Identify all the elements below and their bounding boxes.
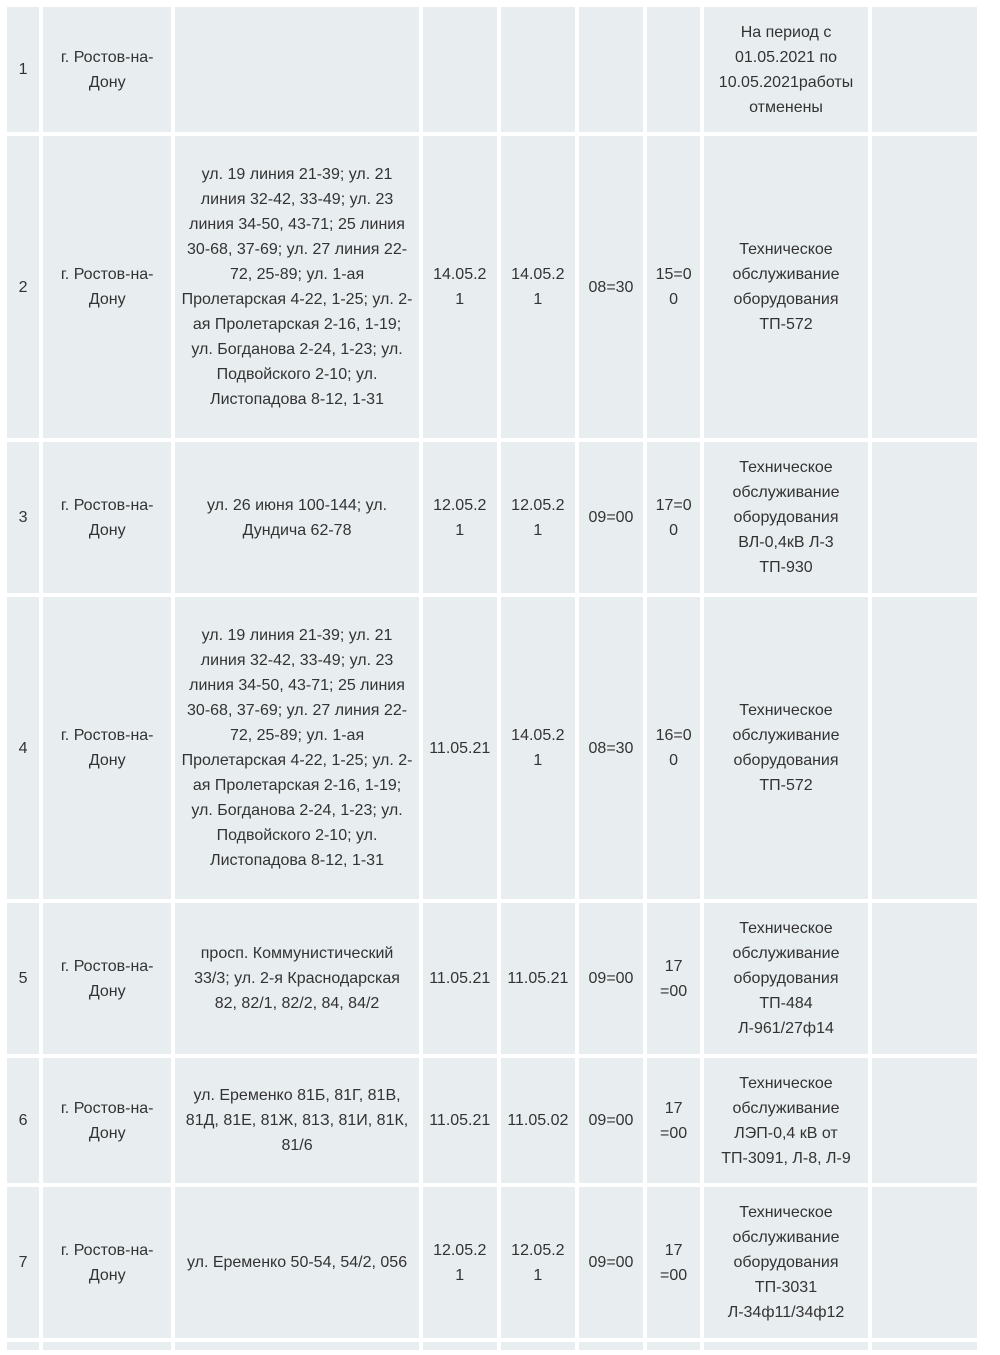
end-time-cell: 17=00 xyxy=(647,442,700,593)
table-row xyxy=(7,442,977,593)
start-date-cell: 12.05.21 xyxy=(423,1187,497,1338)
row-number: 7 xyxy=(7,1187,39,1338)
end-time-cell: 16=00 xyxy=(647,597,700,899)
note-cell xyxy=(872,136,977,438)
end-time-cell: 17 =00 xyxy=(647,1187,700,1338)
address-cell xyxy=(175,7,418,132)
address-cell: ул. 19 линия 21-39; ул. 21 линия 32-42, 33-49; ул. 23 линия 34-50, 43-71; 25 линия 30-68, 37-69; ул. 27 линия 22-72, 25-89; ул. 1-ая Пролетарская 4-22, 1-25; ул. 2-ая Пролетарская 2-16, 1-19; ул. Богданова 2-24, 1-23; ул. Подвойского 2-10; ул. Листопадова 8-12, 1-31 xyxy=(175,136,418,438)
start-date-cell xyxy=(423,7,497,132)
start-time-cell xyxy=(579,7,643,132)
start-date-cell: 11.05.21 xyxy=(423,1058,497,1183)
start-date-cell: 11.05.21 xyxy=(423,597,497,899)
city-cell: г. Ростов-на-Дону xyxy=(43,136,171,438)
start-time-cell: 08=30 xyxy=(579,136,643,438)
start-time-cell: 09=00 xyxy=(579,442,643,593)
start-time-cell: 08=30 xyxy=(579,597,643,899)
city-cell: г. Ростов-на-Дону xyxy=(43,7,171,132)
table-row xyxy=(7,1342,977,1350)
note-cell xyxy=(872,1058,977,1183)
row-number: 2 xyxy=(7,136,39,438)
work-description-cell: На период с 01.05.2021 по 10.05.2021работы отменены xyxy=(704,7,868,132)
row-number: 3 xyxy=(7,442,39,593)
outage-schedule-table xyxy=(3,3,981,1354)
end-date-cell: 11.05.02 xyxy=(501,1058,575,1183)
table-row xyxy=(7,1058,977,1183)
city-cell: г. Ростов-на-Дону xyxy=(43,1058,171,1183)
end-date-cell: 14.05.21 xyxy=(501,136,575,438)
start-time-cell: 09=00 xyxy=(579,1058,643,1183)
end-date-cell xyxy=(501,7,575,132)
work-description-cell: Техническое обслуживание ЛЭП-0,4 кВ от ТП-3091, Л-8, Л-9 xyxy=(704,1058,868,1183)
table-row xyxy=(7,136,977,438)
work-description-cell: Техническое обслуживание оборудования ТП-572 xyxy=(704,597,868,899)
note-cell xyxy=(872,7,977,132)
table-row xyxy=(7,7,977,132)
address-cell: ул. Еременко 81Б, 81Г, 81В, 81Д, 81Е, 81Ж, 81З, 81И, 81К, 81/6 xyxy=(175,1058,418,1183)
table-row xyxy=(7,1187,977,1338)
end-time-cell: 17 =00 xyxy=(647,1058,700,1183)
note-cell xyxy=(872,442,977,593)
address-cell: ул. Еременко 50-54, 54/2, 056 xyxy=(175,1187,418,1338)
city-cell: г. Ростов-на-Дону xyxy=(43,442,171,593)
work-description-cell: Техническое обслуживание оборудования ТП-484 Л-961/27ф14 xyxy=(704,903,868,1054)
row-number: 6 xyxy=(7,1058,39,1183)
table-row xyxy=(7,597,977,899)
work-description-cell: Техническое обслуживание оборудования ТП-572 xyxy=(704,136,868,438)
end-time-cell xyxy=(647,7,700,132)
city-cell: г. Ростов-на-Дону xyxy=(43,597,171,899)
end-date-cell: 11.05.21 xyxy=(501,903,575,1054)
work-description-cell: Техническое обслуживание оборудования ТП-3031 Л-34ф11/34ф12 xyxy=(704,1187,868,1338)
start-date-cell: 12.05.21 xyxy=(423,442,497,593)
work-description-cell: Техническое обслуживание оборудования ВЛ-0,4кВ Л-3 ТП-930 xyxy=(704,442,868,593)
start-date-cell: 11.05.21 xyxy=(423,903,497,1054)
start-time-cell: 09=00 xyxy=(579,1187,643,1338)
start-time-cell: 09=00 xyxy=(579,903,643,1054)
city-cell: г. Ростов-на-Дону xyxy=(43,1187,171,1338)
city-cell: г. Ростов-на-Дону xyxy=(43,903,171,1054)
row-number: 5 xyxy=(7,903,39,1054)
table-row xyxy=(7,903,977,1054)
end-date-cell: 12.05.21 xyxy=(501,442,575,593)
address-cell: просп. Коммунистический 33/3; ул. 2-я Краснодарская 82, 82/1, 82/2, 84, 84/2 xyxy=(175,903,418,1054)
note-cell xyxy=(872,597,977,899)
end-time-cell: 15=00 xyxy=(647,136,700,438)
address-cell: ул. 19 линия 21-39; ул. 21 линия 32-42, 33-49; ул. 23 линия 34-50, 43-71; 25 линия 30-68, 37-69; ул. 27 линия 22-72, 25-89; ул. 1-ая Пролетарская 4-22, 1-25; ул. 2-ая Пролетарская 2-16, 1-19; ул. Богданова 2-24, 1-23; ул. Подвойского 2-10; ул. Листопадова 8-12, 1-31 xyxy=(175,597,418,899)
end-time-cell: 17 =00 xyxy=(647,903,700,1054)
row-number: 4 xyxy=(7,597,39,899)
address-cell: ул. 26 июня 100-144; ул. Дундича 62-78 xyxy=(175,442,418,593)
row-number: 1 xyxy=(7,7,39,132)
start-date-cell: 14.05.21 xyxy=(423,136,497,438)
note-cell xyxy=(872,1187,977,1338)
end-date-cell: 12.05.21 xyxy=(501,1187,575,1338)
end-date-cell: 14.05.21 xyxy=(501,597,575,899)
table-body xyxy=(7,7,977,1350)
note-cell xyxy=(872,903,977,1054)
